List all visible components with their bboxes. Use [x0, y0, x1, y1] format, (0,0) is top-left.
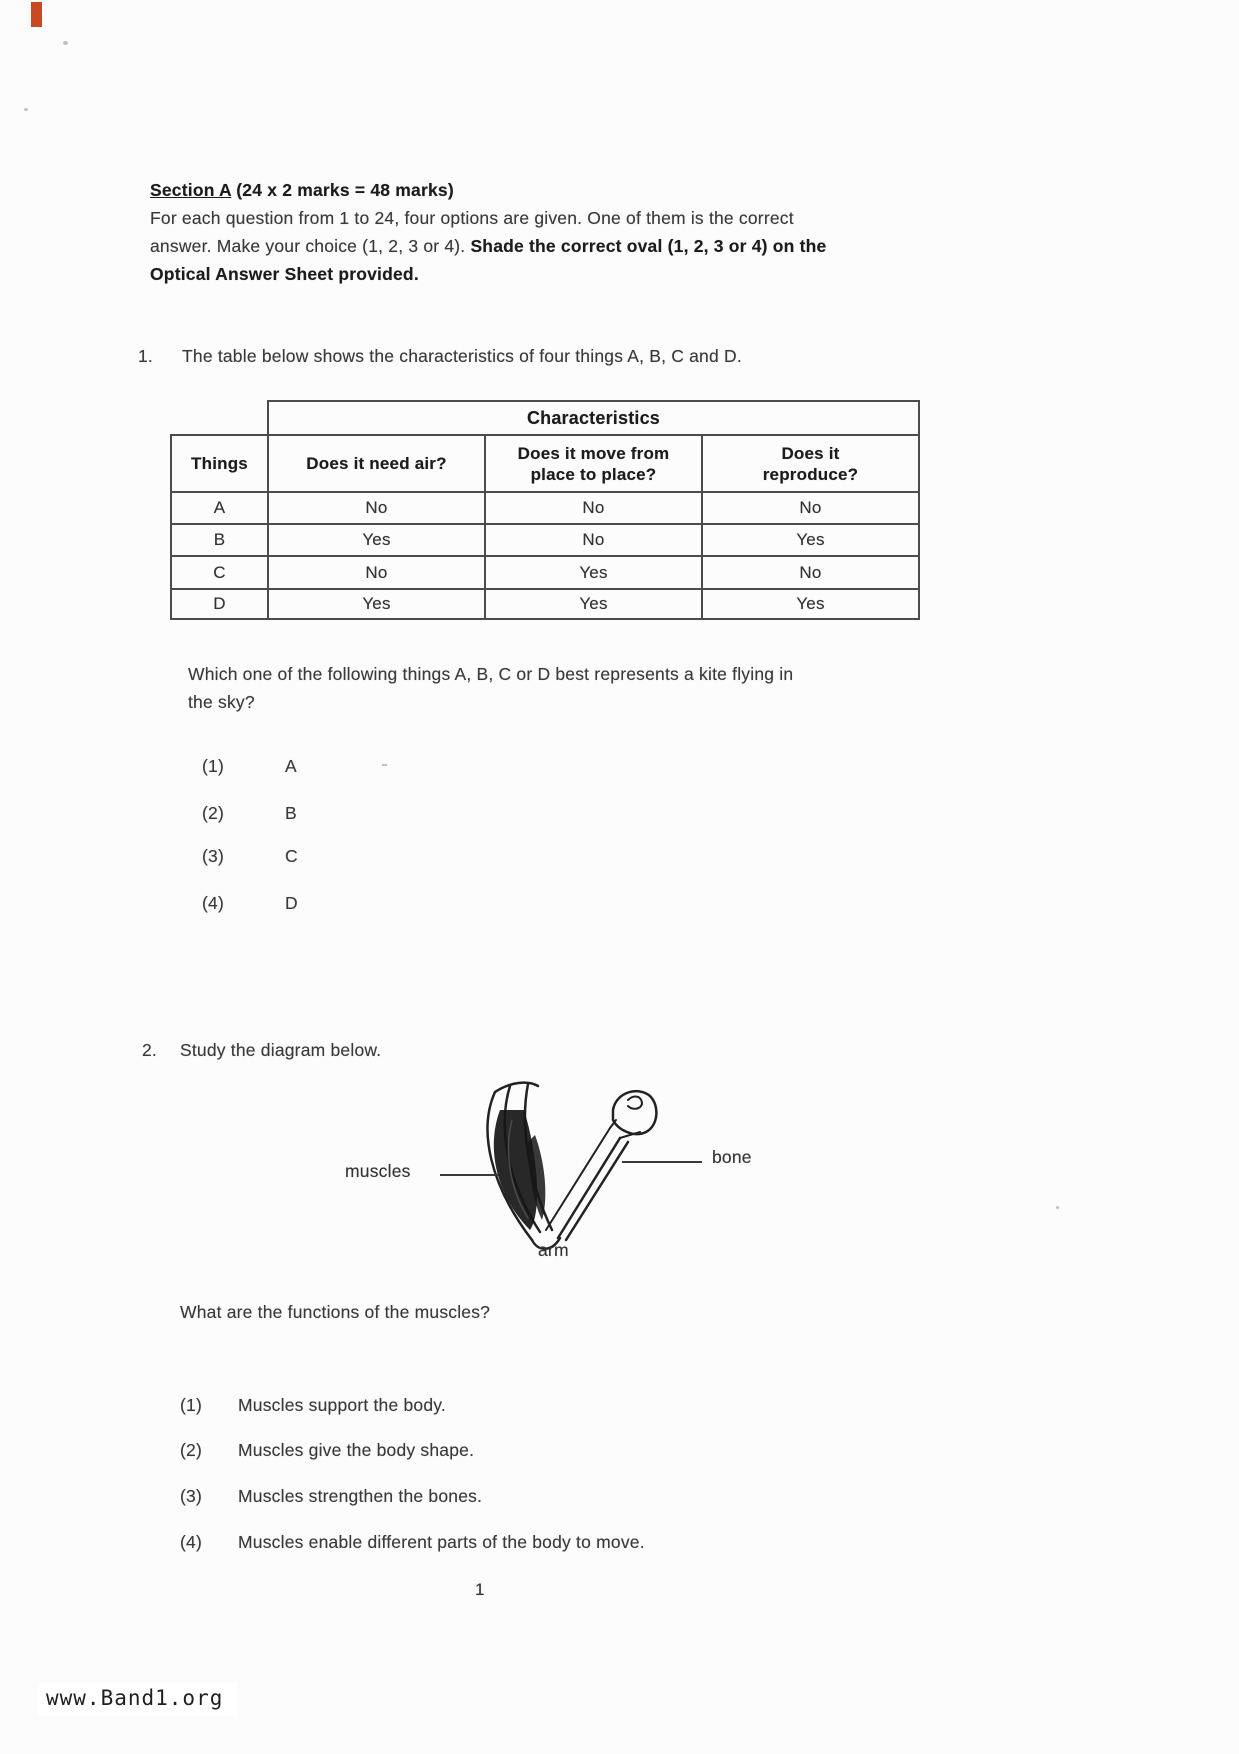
instructions-line-1: For each question from 1 to 24, four options are given. One of them is the correct: [150, 208, 794, 228]
cell-thing: B: [171, 524, 268, 556]
q2-number: 2.: [142, 1040, 157, 1060]
q2-option-4: [180, 1528, 645, 1556]
scan-speck: [1056, 1206, 1059, 1209]
q1-option-1-num: (1): [202, 756, 224, 776]
q1-question-line-2: the sky?: [188, 692, 255, 712]
table-empty-corner: [171, 401, 268, 435]
cell-move: Yes: [485, 556, 702, 589]
watermark: www.Band1.org: [38, 1682, 237, 1716]
cell-reproduce: Yes: [702, 589, 919, 619]
q1-question: [188, 660, 793, 716]
q2-option-1-num: (1): [180, 1395, 202, 1415]
q2-option-2-text: Muscles give the body shape.: [238, 1440, 475, 1460]
table-row-b: [171, 524, 919, 556]
col-header-reproduce-text: Does it reproduce?: [762, 443, 859, 484]
col-header-things: Things: [171, 435, 268, 492]
muscles-leader-line: [440, 1174, 498, 1176]
table-row-a: [171, 492, 919, 524]
q1-option-3-num: (3): [202, 846, 224, 866]
q1-option-4-num: (4): [202, 893, 224, 913]
scan-speck: [382, 764, 387, 766]
instructions-line-2: [150, 232, 965, 260]
cell-thing: C: [171, 556, 268, 589]
arm-label: arm: [538, 1240, 569, 1260]
table-span-header: Characteristics: [268, 401, 919, 435]
table-row-c: [171, 556, 919, 589]
q1-option-2-num: (2): [202, 803, 224, 823]
scan-red-mark: [31, 2, 42, 27]
cell-move: No: [485, 492, 702, 524]
scan-speck: [24, 108, 28, 111]
cell-air: Yes: [268, 524, 485, 556]
muscles-label: muscles: [345, 1161, 411, 1181]
instructions-line-2-normal: answer. Make your choice (1, 2, 3 or 4).: [150, 236, 471, 256]
q2-option-1: [180, 1391, 446, 1419]
q2-option-4-text: Muscles enable different parts of the body to move.: [238, 1532, 645, 1552]
q2-option-4-num: (4): [180, 1532, 202, 1552]
cell-thing: D: [171, 589, 268, 619]
q1-option-2-text: B: [285, 803, 297, 823]
q1-option-2: [202, 799, 297, 827]
cell-air: No: [268, 492, 485, 524]
q1-option-4: [202, 889, 298, 917]
section-header: [150, 176, 965, 288]
q2-option-3-text: Muscles strengthen the bones.: [238, 1486, 483, 1506]
q1-option-4-text: D: [285, 893, 298, 913]
characteristics-table: [170, 400, 920, 620]
q1-option-3: [202, 842, 298, 870]
col-header-move-text: Does it move from place to place?: [517, 443, 670, 484]
cell-reproduce: No: [702, 556, 919, 589]
cell-move: No: [485, 524, 702, 556]
section-marks: (24 x 2 marks = 48 marks): [231, 180, 454, 200]
q2-question: What are the functions of the muscles?: [180, 1302, 491, 1322]
section-title-line: [150, 176, 965, 204]
q2-option-3: [180, 1482, 482, 1510]
section-title: Section A: [150, 180, 232, 200]
cell-thing: A: [171, 492, 268, 524]
q1-option-1-text: A: [285, 756, 297, 776]
q2-option-1-text: Muscles support the body.: [238, 1395, 446, 1415]
col-header-air: Does it need air?: [268, 435, 485, 492]
q1-question-line-1: Which one of the following things A, B, C or D best represents a kite flying in: [188, 664, 794, 684]
instructions-line-2-bold: Shade the correct oval (1, 2, 3 or 4) on the: [470, 236, 827, 256]
cell-air: Yes: [268, 589, 485, 619]
scan-speck: [63, 41, 68, 45]
q1-number: 1.: [138, 346, 153, 366]
bone-leader-line: [622, 1161, 702, 1163]
cell-air: No: [268, 556, 485, 589]
table-row-d: [171, 589, 919, 619]
cell-reproduce: Yes: [702, 524, 919, 556]
q1-option-3-text: C: [285, 846, 298, 866]
q2-option-3-num: (3): [180, 1486, 202, 1506]
q2-option-2-num: (2): [180, 1440, 202, 1460]
bone-label: bone: [712, 1147, 752, 1167]
page-number: 1: [475, 1580, 485, 1599]
q1-option-1: [202, 752, 297, 780]
cell-move: Yes: [485, 589, 702, 619]
q1-intro: The table below shows the characteristics of four things A, B, C and D.: [182, 346, 742, 366]
col-header-reproduce: [702, 435, 919, 492]
q2-option-2: [180, 1436, 474, 1464]
q2-intro: Study the diagram below.: [180, 1040, 382, 1060]
col-header-move: [485, 435, 702, 492]
instructions-line-3: Optical Answer Sheet provided.: [150, 264, 419, 284]
cell-reproduce: No: [702, 492, 919, 524]
